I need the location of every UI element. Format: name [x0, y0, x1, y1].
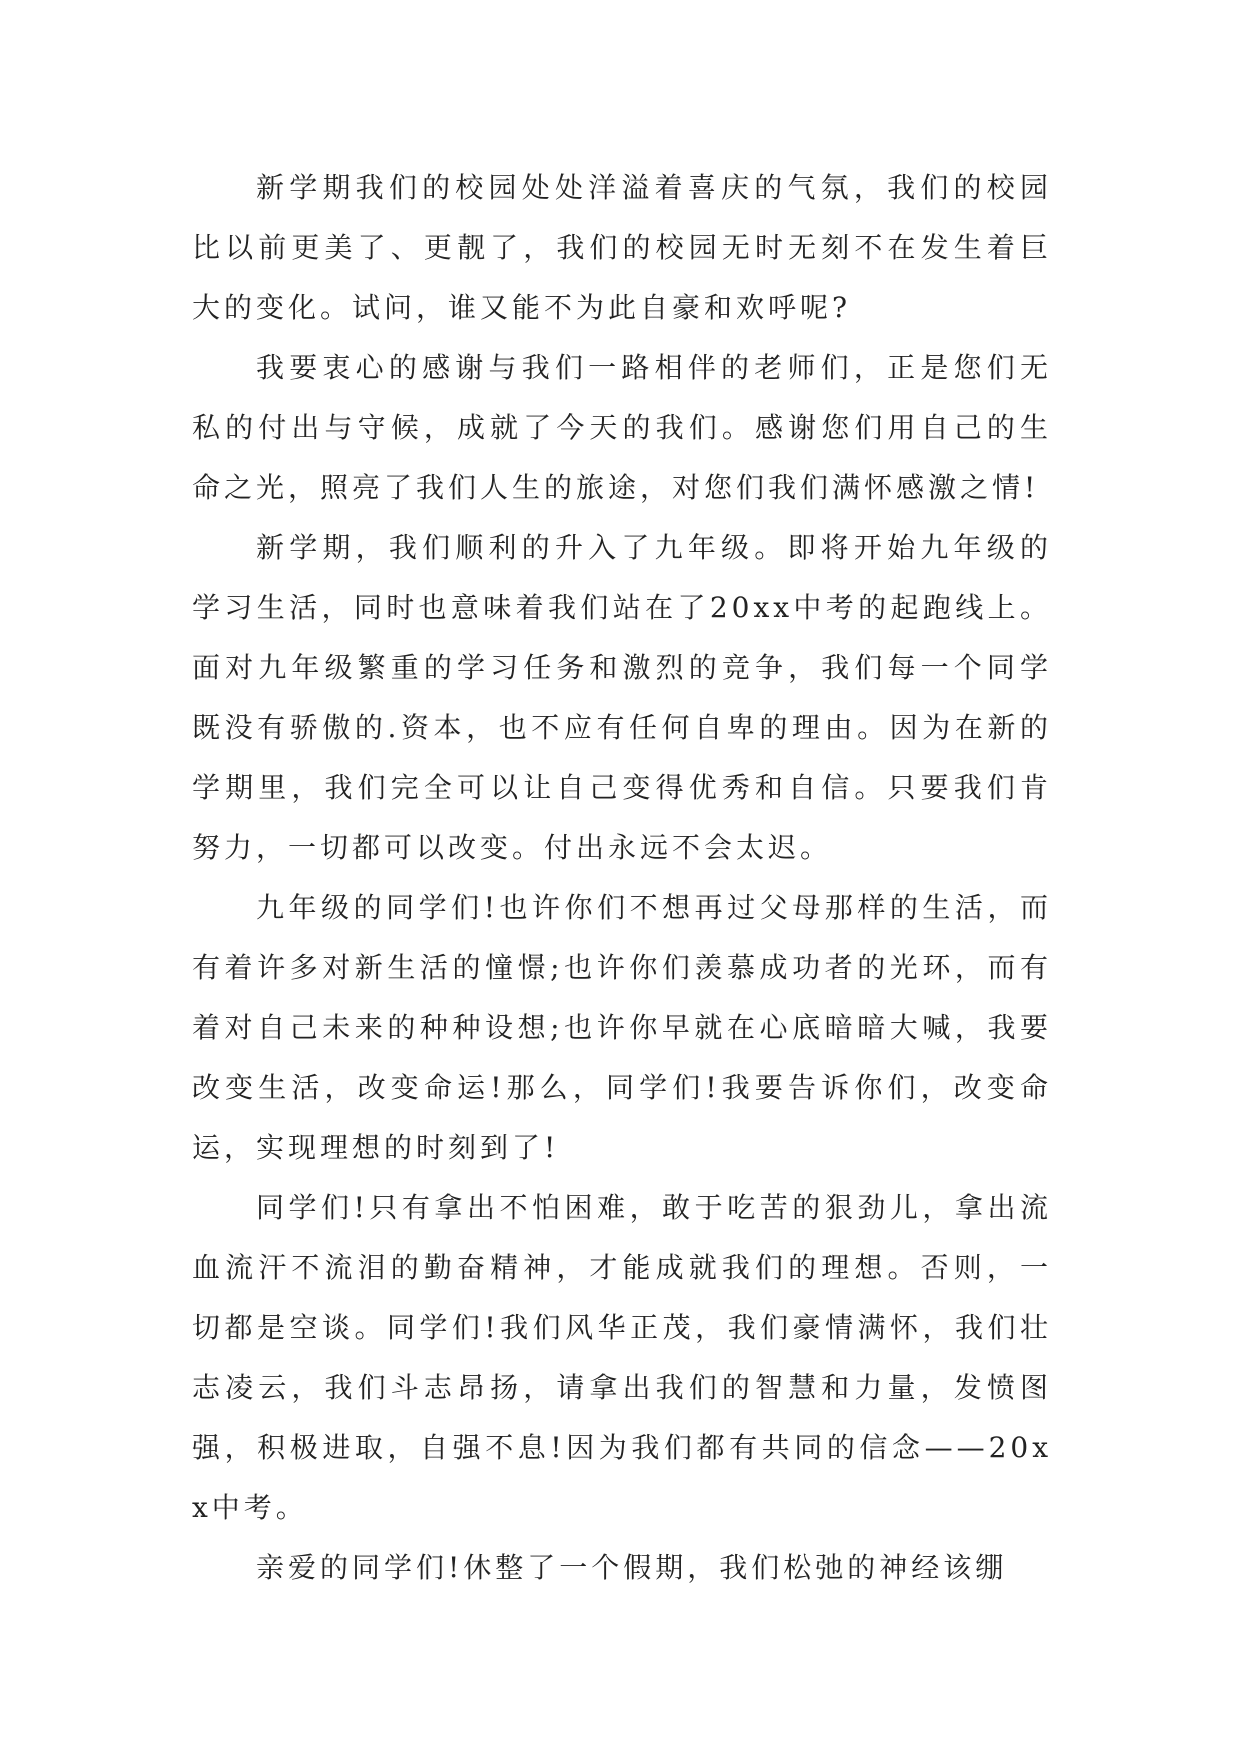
paragraph-1: 新学期我们的校园处处洋溢着喜庆的气氛，我们的校园比以前更美了、更靓了，我们的校园无时无刻不在发生着巨大的变化。试问，谁又能不为此自豪和欢呼呢?: [192, 171, 1052, 324]
paragraph-5: 同学们!只有拿出不怕困难，敢于吃苦的狠劲儿，拿出流血流汗不流泪的勤奋精神，才能成就我们的理想。否则，一切都是空谈。同学们!我们风华正茂，我们豪情满怀，我们壮志凌云，我们斗志昂扬，请拿出我们的智慧和力量，发愤图强，积极进取，自强不息!因为我们都有共同的信念——20xx中考。: [192, 1191, 1052, 1524]
paragraph-6: 亲爱的同学们!休整了一个假期，我们松弛的神经该绷: [256, 1551, 1008, 1584]
paragraph-4: 九年级的同学们!也许你们不想再过父母那样的生活，而有着许多对新生活的憧憬;也许你们羡慕成功者的光环，而有着对自己未来的种种设想;也许你早就在心底暗暗大喊，我要改变生活，改变命运!那么，同学们!我要告诉你们，改变命运，实现理想的时刻到了!: [192, 891, 1052, 1164]
document-body: [192, 158, 1052, 1598]
paragraph-2: 我要衷心的感谢与我们一路相伴的老师们，正是您们无私的付出与守候，成就了今天的我们。感谢您们用自己的生命之光，照亮了我们人生的旅途，对您们我们满怀感激之情!: [192, 351, 1052, 504]
paragraph-3: 新学期，我们顺利的升入了九年级。即将开始九年级的学习生活，同时也意味着我们站在了20xx中考的起跑线上。面对九年级繁重的学习任务和激烈的竞争，我们每一个同学既没有骄傲的.资本，也不应有任何自卑的理由。因为在新的学期里，我们完全可以让自己变得优秀和自信。只要我们肯努力，一切都可以改变。付出永远不会太迟。: [192, 531, 1052, 864]
